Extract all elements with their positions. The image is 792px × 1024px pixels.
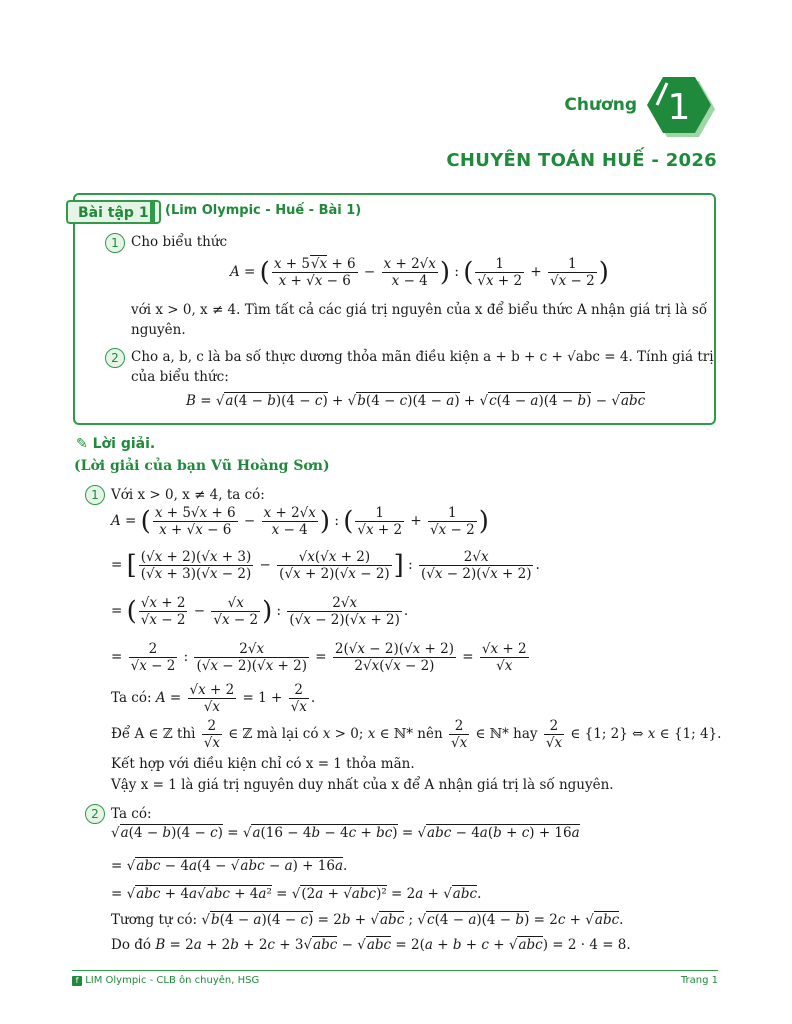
solution-title-text: Lời giải. xyxy=(92,436,156,452)
problem1-condition: với x > 0, x ≠ 4. Tìm tất cả các giá trị nguyên của x để biểu thức A nhận giá trị là số xyxy=(131,302,708,318)
solution1-step1: A = ( $\frac{x + 5√x + 6}{x + √x - 6}$ − $\frac{x + 2√x}{x - 4}$ ) : ( $\frac{1}{√x + 2}$ + $\frac{1}{√x - 2}$ ) xyxy=(111,505,489,538)
footer-divider xyxy=(72,970,718,971)
problem2-statement: Cho a, b, c là ba số thực dương thỏa mãn điều kiện a + b + c + √abc = 4. Tính giá trị xyxy=(131,349,714,365)
edit-icon: ✎ xyxy=(76,436,88,452)
solution2-conclusion: Do đó B = 2a + 2b + 2c + 3√abc − √abc = 2(a + b + c + √abc) = 2 · 4 = 8. xyxy=(111,937,631,953)
solution2-intro: Ta có: xyxy=(111,806,152,822)
solution2-step2: = √abc − 4a(4 − √abc − a) + 16a. xyxy=(111,858,348,874)
solution1-ta-co: Ta có: A = $\frac{√x + 2}{√x}$ = 1 + $\frac{2}{√x}$ . xyxy=(111,682,316,715)
part-number-badge: 1 xyxy=(105,233,125,253)
solution1-intro: Với x > 0, x ≠ 4, ta có: xyxy=(111,487,265,503)
solution-author: (Lời giải của bạn Vũ Hoàng Sơn) xyxy=(74,458,330,474)
solution1-combine: Kết hợp với điều kiện chỉ có x = 1 thỏa mãn. xyxy=(111,756,415,772)
solution2-step3: = √abc + 4a√abc + 4a² = √(2a + √abc)² = 2a + √abc. xyxy=(111,886,482,902)
chapter-hexagon-badge xyxy=(645,75,717,139)
facebook-icon: f xyxy=(72,976,82,986)
problem1-intro: Cho biểu thức xyxy=(131,234,228,250)
solution1-step2: = [ $\frac{(√x + 2)(√x + 3)}{(√x + 3)(√x - 2)}$ − $\frac{√x(√x + 2)}{(√x + 2)(√x - 2)}$ ] : $\frac{2√x}{(√x - 2)(√x + 2)}$ . xyxy=(111,549,540,582)
chapter-number: 1 xyxy=(667,87,691,128)
solution2-step1: √a(4 − b)(4 − c) = √a(16 − 4b − 4c + bc) = √abc − 4a(b + c) + 16a xyxy=(111,825,580,841)
chapter-title: CHUYÊN TOÁN HUẾ - 2026 xyxy=(446,150,717,171)
part-number-badge: 2 xyxy=(105,348,125,368)
problem-tag: Bài tập 1 xyxy=(66,200,161,224)
solution1-step4: = $\frac{2}{√x - 2}$ : $\frac{2√x}{(√x - 2)(√x + 2)}$ = $\frac{2(√x - 2)(√x + 2)}{2√x(√x - 2)}$ = $\frac{√x + 2}{√x}$ xyxy=(111,641,527,674)
problem2-statement-cont: của biểu thức: xyxy=(131,369,229,385)
problem-source: (Lim Olympic - Huế - Bài 1) xyxy=(165,203,362,218)
expression-B: B = √a(4 − b)(4 − c) + √b(4 − c)(4 − a) + √c(4 − a)(4 − b) − √abc xyxy=(186,393,646,409)
solution1-step3: = ( $\frac{√x + 2}{√x - 2}$ − $\frac{√x}{√x - 2}$ ) : $\frac{2√x}{(√x - 2)(√x + 2)}$ . xyxy=(111,595,409,628)
page-number: Trang 1 xyxy=(680,975,718,986)
footer-left-text: LIM Olympic - CLB ôn chuyên, HSG xyxy=(85,975,260,986)
problem-tag-bar xyxy=(150,200,155,224)
solution-title xyxy=(76,436,155,452)
solution1-integer-condition: Để A ∈ ℤ thì $\frac{2}{√x}$ ∈ ℤ mà lại có x > 0; x ∈ ℕ* nên $\frac{2}{√x}$ ∈ ℕ* hay $\frac{2}{√x}$ ∈ {1; 2} ⇔ x ∈ {1; 4}. xyxy=(111,718,722,751)
part-number-badge: 2 xyxy=(85,804,105,824)
solution1-conclusion: Vậy x = 1 là giá trị nguyên duy nhất của x để A nhận giá trị là số nguyên. xyxy=(111,777,614,793)
footer-left xyxy=(72,975,259,986)
part-number-badge: 1 xyxy=(85,485,105,505)
chapter-label: Chương xyxy=(564,95,637,115)
solution2-similar: Tương tự có: √b(4 − a)(4 − c) = 2b + √abc ; √c(4 − a)(4 − b) = 2c + √abc. xyxy=(111,912,624,928)
problem1-condition-cont: nguyên. xyxy=(131,322,186,338)
expression-A: A = ( $\frac{x + 5√x + 6}{x + √x - 6}$ − $\frac{x + 2√x}{x - 4}$ ) : ( $\frac{1}{√x + 2}$ + $\frac{1}{√x - 2}$ ) xyxy=(230,256,609,289)
